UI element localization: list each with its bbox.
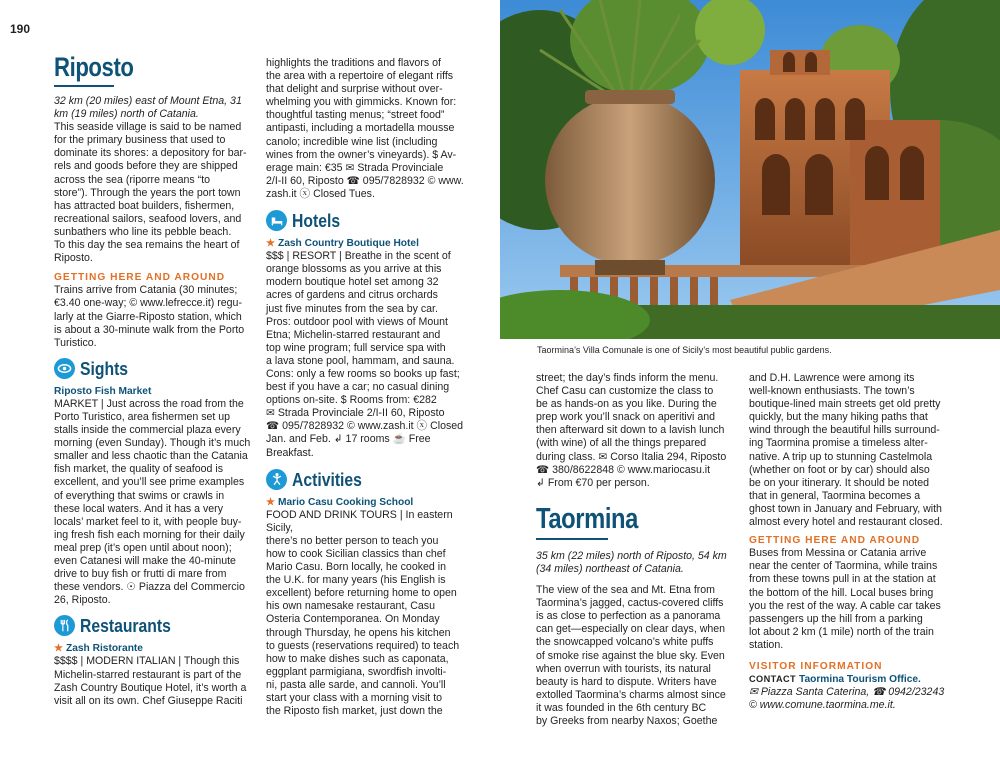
column-3 [536, 372, 740, 728]
zash-ristorante-label: Zash Ristorante [65, 643, 143, 655]
activities-heading [266, 469, 470, 490]
hotel-line: Jan. and Feb. ↲ 17 rooms ☕ Free [266, 433, 431, 446]
visitor-info-heading: VISITOR INFORMATION [749, 660, 883, 672]
restaurant-line: wines from the owner’s vineyards). $ Av- [266, 148, 457, 161]
restaurant-line: antipasti, including a mortadella mousse [266, 122, 455, 135]
restaurant-line: Michelin-starred restaurant is part of the [54, 668, 242, 681]
activity-line: ☎ 380/8622848 © www.mariocasu.it [536, 463, 711, 476]
taormina-line: and D.H. Lawrence were among its [749, 372, 915, 384]
sights-line: these vendors. ☉ Piazza del Commercio [54, 581, 245, 594]
activity-line: the U.K. for many years (his English is [266, 574, 446, 587]
getting-line: you the rest of the way. A cable car takes [749, 599, 941, 612]
intro-line: dominate its shores: a depository for bar- [54, 147, 247, 160]
intro-line: Taormina’s jagged, cactus-covered cliffs [536, 597, 724, 610]
taormina-line: that in general, Taormina becomes a [749, 489, 921, 502]
intro-line: rels and goods before they are shipped [54, 160, 238, 173]
getting-line: passengers up the hill from a parking [749, 612, 923, 625]
cooking-school-label: Mario Casu Cooking School [277, 496, 414, 508]
restaurant-line: zash.it ⓧ Closed Tues. [266, 187, 375, 200]
hotel-line: Breakfast. [266, 446, 314, 459]
taormina-line: (whether on foot or by car) should also [749, 463, 930, 476]
activity-line: during class. ✉ Corso Italia 294, Riposto [536, 450, 727, 463]
activity-line: (with wine) of all the things prepared [536, 437, 707, 450]
intro-line: can get—especially on clear days, when [536, 623, 726, 636]
activity-line: start your class with a morning visit to [266, 692, 443, 705]
getting-line: station. [749, 638, 784, 651]
taormina-getting-heading: GETTING HERE AND AROUND [749, 535, 921, 547]
activity-line: FOOD AND DRINK TOURS | In eastern Sicily, [266, 508, 453, 534]
intro-line: beauty is hard to dispute. Writers have [536, 675, 717, 688]
activity-line: Osteria Contemporanea. On Monday [266, 613, 440, 626]
activity-line: excellent) before returning home to open [266, 587, 457, 600]
page-number: 190 [10, 22, 31, 36]
restaurant-line: erage main: €35 ✉ Strada Provinciale [266, 161, 444, 174]
cooking-school-name [266, 496, 470, 509]
restaurant-continued [266, 57, 470, 201]
activity-line: street; the day’s finds inform the menu. [536, 372, 719, 384]
sights-line: stalls inside the commercial plaza every [54, 424, 241, 437]
activity-line: ni, pasta alle sarde, and cannoli. You’ll [266, 678, 446, 691]
fish-market-name: Riposto Fish Market [54, 385, 152, 397]
zash-ristorante-name [54, 642, 252, 655]
contact-name: Taormina Tourism Office. [798, 674, 921, 686]
distance-line: (34 miles) northeast of Catania. [536, 562, 684, 575]
bed-icon [266, 210, 287, 231]
intro-line: This seaside village is said to be named [54, 121, 242, 134]
riposto-title-rule [54, 85, 114, 87]
zash-ristorante-text [54, 655, 252, 707]
activities-title: Activities [292, 468, 362, 490]
taormina-line: be on your itinerary. It should be noted [749, 476, 930, 489]
villa-comunale-photo [500, 0, 1000, 339]
activity-line: eggplant parmigiana, swordfish involti- [266, 665, 447, 678]
riposto-intro [54, 121, 252, 265]
intro-line: recreational sailors, seafood lovers, and [54, 212, 242, 225]
activity-line: how to make dishes such as caponata, [266, 652, 449, 665]
sights-line: excellent, and you’ll see prime examples [54, 476, 245, 489]
intro-line: by Greeks from nearby Naxos; Goethe [536, 714, 718, 727]
intro-line: when overrun with tourists, its natural [536, 662, 711, 675]
sights-line: morning (even Sunday). Though it’s much [54, 437, 251, 450]
activity-line: his own namesake restaurant, Casu [266, 600, 435, 613]
getting-line: is about a 30-minute walk from the Porto [54, 323, 245, 336]
riposto-distance: 32 km (20 miles) east of Mount Etna, 31 km (19 miles) north of Catania. [54, 95, 242, 121]
sights-line: Porto Turistico, area fishermen set up [54, 410, 231, 423]
photo-caption: Taormina’s Villa Comunale is one of Sicily’s most beautiful public gardens. [537, 345, 832, 355]
hotel-line: options on-site. $ Rooms from: €282 [266, 394, 437, 407]
hotel-line: best if you have a car; no casual dining [266, 381, 450, 394]
hotel-line: a lava stone pool, hammam, and sauna. [266, 354, 455, 367]
sights-line: smaller and less chaotic than the Catania [54, 450, 248, 463]
getting-line: Turistico. [54, 336, 97, 349]
taormina-line: almost every hotel and restaurant closed. [749, 516, 943, 529]
hotel-line: ✉ Strada Provinciale 2/I-II 60, Riposto [266, 407, 445, 420]
sights-line: ing fresh fish each morning for their daily [54, 528, 245, 541]
fish-market-text [54, 398, 252, 608]
restaurant-line: the area with a repertoire of elegant riffs [266, 70, 454, 83]
taormina-continued [749, 372, 959, 529]
restaurant-line: visit all on its own. Chef Giuseppe Raciti [54, 694, 243, 707]
activity-line: how to cook Sicilian classics than chef [266, 548, 446, 560]
taormina-getting-text [749, 547, 959, 652]
hotel-line: $$$ | RESORT | Breathe in the scent of [266, 250, 451, 263]
restaurant-line: 2/I-II 60, Riposto ☎ 095/7828932 © www. [266, 174, 464, 187]
sights-line: 26, Riposto. [54, 594, 111, 607]
star-icon: ★ [266, 238, 276, 250]
getting-here-text [54, 284, 252, 349]
taormina-line: well-known enthusiasts. The town’s [749, 385, 915, 398]
sights-heading [54, 358, 252, 379]
taormina-title-rule [536, 538, 608, 540]
sights-line: MARKET | Just across the road from the [54, 397, 244, 410]
taormina-intro [536, 584, 740, 728]
activity-line: through Thursday, he opens his kitchen [266, 626, 451, 639]
hotel-line: ☎ 095/7828932 © www.zash.it ⓧ Closed [266, 420, 464, 433]
intro-line: has attracted boat builders, fishermen, [54, 199, 235, 212]
hotel-line: Etna; Michelin-starred restaurant and [266, 328, 441, 341]
star-icon: ★ [266, 496, 276, 508]
intro-line: sunbathers who line its pebble beach. [54, 225, 232, 238]
hotel-line: just five minutes from the sea by car. [266, 302, 438, 315]
sights-line: even Catanesi will make the 40-minute [54, 555, 236, 567]
taormina-line: wind through the beautiful hills surround- [749, 424, 940, 437]
activity-line: there’s no better person to teach you [266, 534, 439, 547]
column-2 [266, 57, 470, 718]
taormina-title: Taormina [536, 502, 639, 535]
activity-line: the Riposto fish market, just down the [266, 705, 443, 718]
intro-line: for the primary business that used to [54, 134, 226, 147]
sights-line: meal prep (it’s open until about noon); [54, 541, 232, 554]
taormina-line: ing Taormina promise a timeless alter- [749, 437, 928, 450]
sights-line: drive to buy fish or frutti di mare from [54, 568, 227, 581]
contact-line [749, 673, 959, 686]
restaurant-line: highlights the traditions and flavors of [266, 57, 441, 69]
restaurant-line: $$$$ | MODERN ITALIAN | Though this [54, 655, 240, 668]
person-activity-icon [266, 469, 287, 490]
sights-line: fish market, the quality of seafood is [54, 463, 223, 476]
getting-here-heading: GETTING HERE AND AROUND [54, 272, 226, 284]
sights-line: of everything that swims or crawls in [54, 489, 225, 502]
hotel-line: Cons: only a few rooms so books up fast; [266, 367, 460, 380]
intro-line: extolled Taormina’s charms almost since [536, 688, 726, 701]
restaurants-heading [54, 615, 252, 636]
contact-address: ✉ Piazza Santa Caterina, ☎ 0942/23243 [749, 686, 945, 699]
zash-hotel-text [266, 250, 470, 460]
riposto-title: Riposto [54, 52, 134, 82]
hotel-line: orange blossoms as you arrive at this [266, 263, 442, 276]
activity-line: to guests (reservations required) to teach [266, 639, 460, 652]
hotel-line: Pros: outdoor pool with views of Mount [266, 315, 448, 328]
villa-comunale-illustration [500, 0, 1000, 339]
taormina-distance [536, 550, 740, 576]
intro-line: To this day the sea remains the heart of [54, 239, 240, 252]
intro-line: the snowcapped volcano’s white puffs [536, 636, 714, 649]
column-4 [749, 372, 959, 712]
contact-label: CONTACT [749, 674, 797, 685]
restaurants-title: Restaurants [80, 615, 171, 637]
taormina-title-block [536, 503, 740, 540]
hotels-heading [266, 210, 470, 231]
taormina-line: ghost town in January and February, with [749, 502, 942, 515]
contact-website[interactable]: © www.comune.taormina.me.it. [749, 699, 896, 712]
restaurant-line: that delight and surprise without over- [266, 83, 443, 96]
taormina-line: quickly, but the many hiking paths that [749, 411, 928, 424]
activity-line: prep work you’ll snack on aperitivi and [536, 411, 716, 424]
zash-hotel-label: Zash Country Boutique Hotel [277, 238, 419, 250]
restaurant-line: whelming you with gimmicks. Known for: [266, 96, 457, 109]
getting-line: Trains arrive from Catania (30 minutes; [54, 284, 238, 297]
cooking-school-text [266, 509, 470, 719]
riposto-title-block [54, 52, 252, 87]
restaurant-line: thoughtful tasting menus; “street food” [266, 109, 445, 122]
distance-line: 35 km (22 miles) north of Riposto, 54 km [536, 549, 727, 562]
activity-line: be as hands-on as you like. During the [536, 398, 717, 411]
fork-knife-icon [54, 615, 75, 636]
getting-line: Buses from Messina or Catania arrive [749, 547, 927, 560]
activity-line: ↲ From €70 per person. [536, 476, 650, 489]
activity-line: then afterward sit down to a lavish lunch [536, 424, 725, 437]
hotel-line: modern boutique hotel set among 32 [266, 276, 439, 289]
intro-line: it was founded in the 6th century BC [536, 701, 707, 714]
taormina-line: boutique-lined main streets get old pretty [749, 398, 941, 411]
getting-line: lot about 2 km (1 mile) north of the train [749, 625, 934, 638]
hotels-title: Hotels [292, 209, 341, 231]
activity-line: Chef Casu can customize the class to [536, 385, 714, 398]
column-1 [54, 52, 252, 708]
star-icon: ★ [54, 643, 64, 655]
intro-line: of smoke rise against the blue sky. Even [536, 649, 725, 662]
activity-line: Mario Casu. Born locally, he cooked in [266, 561, 446, 574]
getting-line: larly at the Giarre-Riposto station, which [54, 310, 242, 323]
intro-line: The view of the sea and Mt. Etna from [536, 584, 716, 597]
sights-line: these local waters. And it has a very [54, 502, 223, 515]
intro-line: store”). Through the years the port town [54, 186, 241, 199]
activity-continued [536, 372, 740, 490]
getting-line: €3.40 one-way; © www.lefrecce.it) regu- [54, 297, 242, 310]
restaurant-line: Zash Country Boutique Hotel, it’s worth a [54, 681, 247, 694]
getting-line: near the center of Taormina, while trains [749, 560, 938, 573]
getting-line: the bottom of the hill. Local buses bring [749, 586, 934, 599]
sights-line: locals’ market feel to it, with people buy- [54, 515, 242, 528]
hotel-line: top wine program; full service spa with [266, 341, 446, 354]
hotel-line: acres of gardens and citrus orchards [266, 289, 438, 302]
intro-line: Riposto. [54, 252, 93, 265]
getting-line: from these towns pull in at the station at [749, 573, 936, 586]
sights-title: Sights [80, 357, 129, 379]
taormina-line: native. A trip up to stunning Castelmola [749, 450, 933, 463]
zash-hotel-name [266, 237, 470, 250]
intro-line: across the sea (riporre means “to [54, 173, 211, 186]
intro-line: is as close to perfection as a panorama [536, 610, 721, 623]
restaurant-line: canolo; incredible wine list (including [266, 135, 438, 148]
eye-icon [54, 358, 75, 379]
